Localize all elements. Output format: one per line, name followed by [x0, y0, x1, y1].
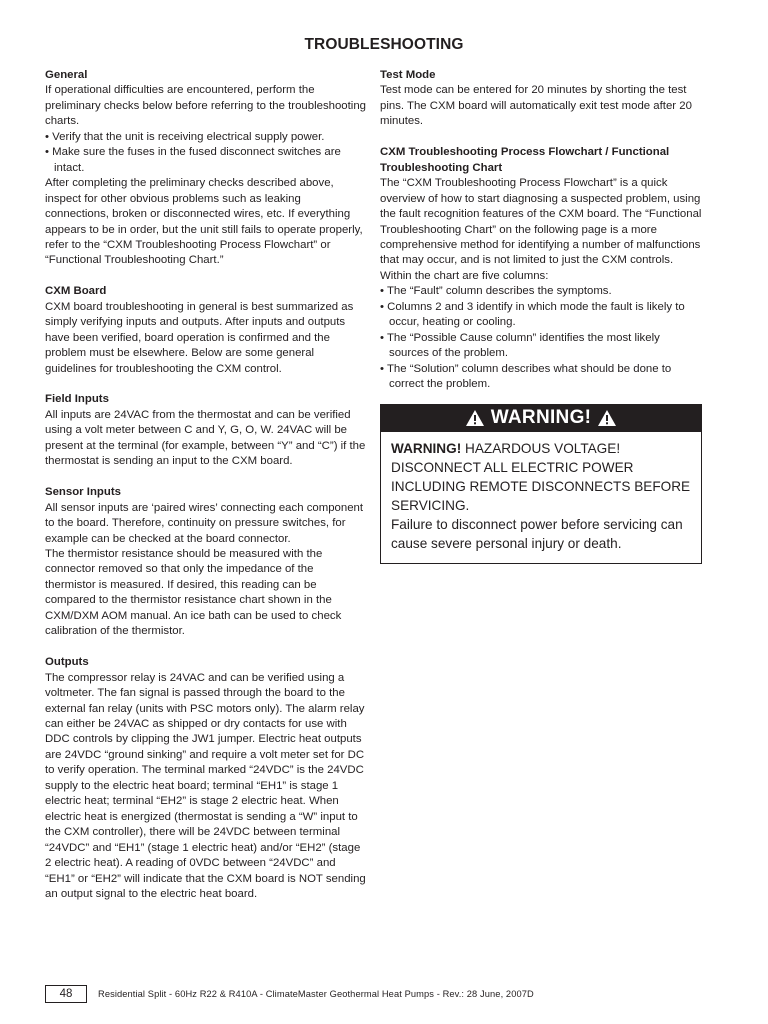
- warning-banner: [380, 404, 702, 432]
- cxm-board-heading: CXM Board: [45, 285, 107, 298]
- warning-icon: [465, 409, 485, 427]
- page-number: 48: [45, 985, 87, 1003]
- field-inputs-heading: Field Inputs: [45, 393, 109, 406]
- sensor-inputs-heading: Sensor Inputs: [45, 486, 121, 499]
- flowchart-bullet-2: • Columns 2 and 3 identify in which mode the fault is likely to occur, heating or cooling.: [380, 300, 685, 329]
- test-mode-heading: Test Mode: [380, 69, 436, 81]
- sensor-inputs-paragraph-2: The thermistor resistance should be measured with the connector removed so that only the impedance of the thermistor is measured. If desired, this reading can be compared to the thermistor resistance chart shown in the CXM/DXM AOM manual. An ice bath can be used to check calibration of the thermistor.: [45, 548, 342, 638]
- section-flowchart: [380, 145, 702, 392]
- general-paragraph-1: If operational difficulties are encountered, perform the preliminary checks below before referring to the troubleshooting charts.: [45, 84, 367, 128]
- footer-text: Residential Split - 60Hz R22 & R410A - ClimateMaster Geothermal Heat Pumps - Rev.: 28 June, 2007D: [98, 989, 534, 999]
- flowchart-bullet-1: • The “Fault” column describes the symptoms.: [380, 285, 612, 298]
- warning-box: [380, 432, 702, 564]
- flowchart-bullet-3: • The “Possible Cause column” identifies the most likely sources of the problem.: [380, 331, 660, 360]
- section-field-inputs: [45, 392, 367, 469]
- field-inputs-paragraph: All inputs are 24VAC from the thermostat and can be verified using a volt meter between C and Y, G, O, W. 24VAC will be present at the terminal (for example, between “Y” and “C”) if the thermostat is sending an input to the CXM board.: [45, 408, 366, 468]
- section-test-mode: [380, 68, 702, 130]
- flowchart-bullet-4: • The “Solution” column describes what should be done to correct the problem.: [380, 362, 672, 391]
- warning-banner-label: WARNING!: [490, 406, 592, 428]
- cxm-board-paragraph: CXM board troubleshooting in general is best summarized as simply verifying inputs and outputs. After inputs and outputs have been verified, board operation is confirmed and the problem must be elsewhere. Below are some general guidelines for troubleshooting the CXM control.: [45, 300, 354, 375]
- test-mode-paragraph: Test mode can be entered for 20 minutes by shorting the test pins. The CXM board will automatically exit test mode after 20 minutes.: [380, 84, 692, 128]
- flowchart-heading: CXM Troubleshooting Process Flowchart / Functional Troubleshooting Chart: [380, 146, 670, 174]
- outputs-paragraph: The compressor relay is 24VAC and can be verified using a voltmeter. The fan signal is passed through the board to the external fan relay (units with PSC motors only). The alarm relay can either be 24VAC as shipped or dry contacts for use with DDC controls by clipping the JW1 jumper. Electric heat outputs are 24VDC “ground sinking” and require a volt meter set for DC to verify operation. The terminal marked “24VDC” is the 24VDC supply to the electric heat board; terminal “EH1” is stage 1 electric heat; terminal “EH2” is stage 2 electric heat. When electric heat is energized (thermostat is sending a “W” input to the CXM controller), there will be 24VDC between terminal “24VDC” and “EH1” (stage 1 electric heat) and/or “EH2” (stage 2 electric heat). A reading of 0VDC between “24VDC” and “EH1” or “EH2” will indicate that the CXM board is NOT sending an output signal to the electric heat board.: [45, 671, 366, 900]
- warning-text-2: Failure to disconnect power before servicing can cause severe personal injury or death.: [391, 516, 683, 551]
- flowchart-paragraph: The “CXM Troubleshooting Process Flowchart” is a quick overview of how to start diagnosing a suspected problem, using the fault recognition features of the CXM board. The “Functional Troubleshooting Chart” on the following page is a more comprehensive method for identifying a number of malfunctions that may occur, and is not limited to just the CXM controls. Within the chart are five columns:: [380, 177, 702, 282]
- warning-icon: [597, 409, 617, 427]
- section-general: [45, 68, 367, 269]
- warning-lead: WARNING!: [391, 440, 462, 456]
- general-bullet-2: • Make sure the fuses in the fused disconnect switches are intact.: [45, 146, 341, 174]
- general-paragraph-2: After completing the preliminary checks described above, inspect for other obvious problems such as leaking connections, broken or disconnected wires, etc. If everything appears to be in order, but the unit still fails to operate properly, refer to the “CXM Troubleshooting Process Flowchart” or “Functional Troubleshooting Chart.”: [45, 177, 363, 267]
- section-outputs: [45, 655, 367, 902]
- general-heading: General: [45, 69, 88, 81]
- section-cxm-board: [45, 284, 367, 377]
- footer: [45, 984, 645, 1004]
- page-title: TROUBLESHOOTING: [304, 36, 464, 53]
- outputs-heading: Outputs: [45, 656, 89, 669]
- section-sensor-inputs: [45, 485, 367, 640]
- sensor-inputs-paragraph-1: All sensor inputs are ‘paired wires’ connecting each component to the board. Therefore, continuity on pressure switches, for example can be checked at the board connector.: [45, 501, 364, 545]
- right-column: [380, 68, 702, 564]
- warning-hazard-text: HAZARDOUS VOLTAGE! DISCONNECT ALL ELECTRIC POWER INCLUDING REMOTE DISCONNECTS BEFORE SERVICING.: [391, 440, 691, 513]
- warning-text-1: [391, 439, 693, 515]
- general-bullet-1: • Verify that the unit is receiving electrical supply power.: [45, 130, 325, 143]
- left-column: [45, 68, 367, 902]
